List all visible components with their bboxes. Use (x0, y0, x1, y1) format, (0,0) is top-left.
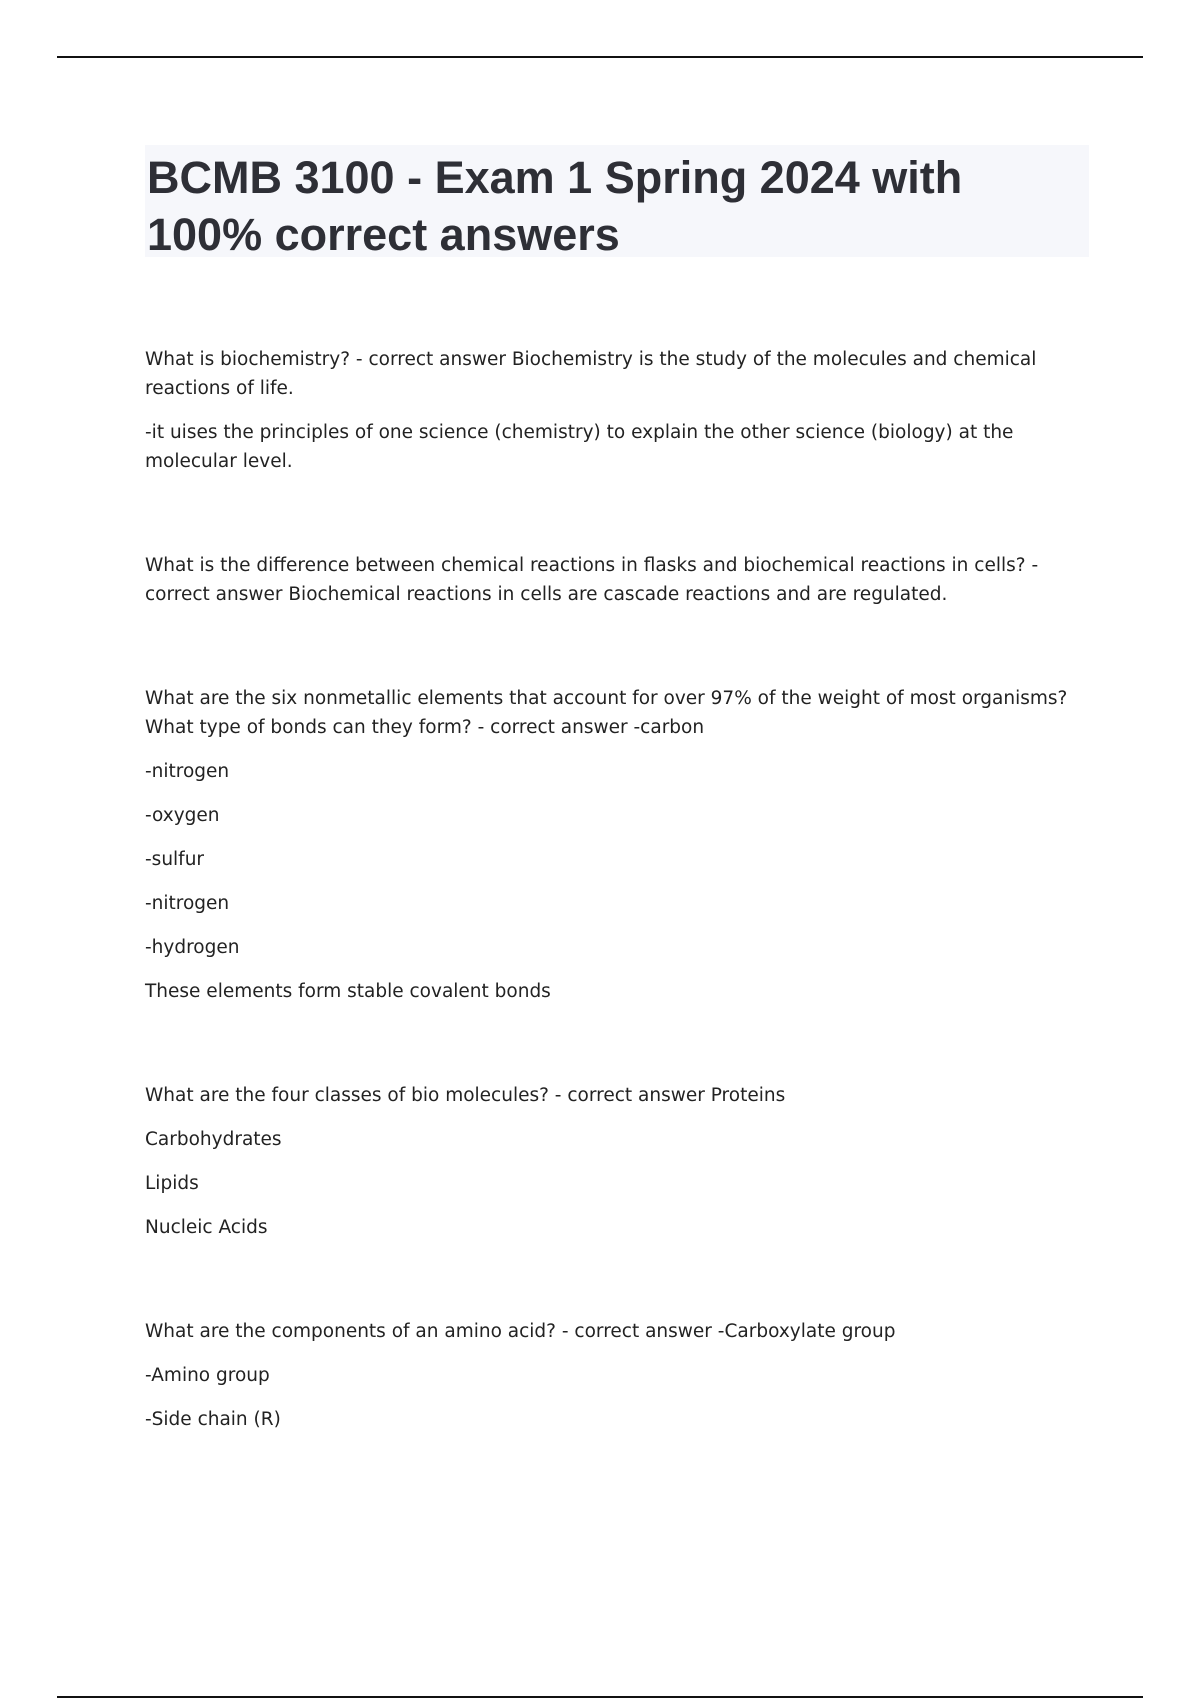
qa-block-1 (145, 345, 1090, 476)
qa-5-answer-item: -Amino group (145, 1365, 270, 1386)
title-banner (145, 145, 1089, 260)
qa-3-answer-item: -nitrogen (145, 761, 230, 782)
qa-block-5 (145, 1317, 1090, 1434)
qa-block-4 (145, 1081, 1090, 1242)
qa-4-answer-item: Nucleic Acids (145, 1217, 268, 1238)
qa-1-answer-line-2: -it uises the principles of one science (chemistry) to explain the other science (biology) at the molecular level. (145, 422, 1014, 472)
document-body (145, 345, 1090, 1434)
bottom-rule (57, 1696, 1143, 1698)
qa-4-question: What are the four classes of bio molecules? - correct answer Proteins (145, 1085, 786, 1106)
document-title: BCMB 3100 - Exam 1 Spring 2024 with 100% correct answers (147, 152, 963, 260)
qa-block-2 (145, 551, 1090, 609)
qa-3-question: What are the six nonmetallic elements that account for over 97% of the weight of most organisms? What type of bonds can they form? - correct answer -carbon (145, 688, 1068, 738)
qa-4-answer-item: Carbohydrates (145, 1129, 282, 1150)
qa-block-3 (145, 684, 1090, 1006)
qa-5-question: What are the components of an amino acid? - correct answer -Carboxylate group (145, 1321, 896, 1342)
qa-1-question: What is biochemistry? - correct answer Biochemistry is the study of the molecules and chemical reactions of life. (145, 349, 1037, 399)
qa-4-answer-item: Lipids (145, 1173, 199, 1194)
qa-3-answer-item: -oxygen (145, 805, 220, 826)
top-rule (57, 56, 1143, 58)
qa-2-question: What is the difference between chemical reactions in flasks and biochemical reactions in cells? - correct answer Biochemical reactions in cells are cascade reactions and are regulated. (145, 555, 1039, 605)
qa-3-answer-item: -hydrogen (145, 937, 240, 958)
qa-3-answer-item: -nitrogen (145, 893, 230, 914)
qa-5-answer-item: -Side chain (R) (145, 1409, 281, 1430)
qa-3-answer-item: -sulfur (145, 849, 205, 870)
qa-3-answer-note: These elements form stable covalent bonds (145, 981, 551, 1002)
